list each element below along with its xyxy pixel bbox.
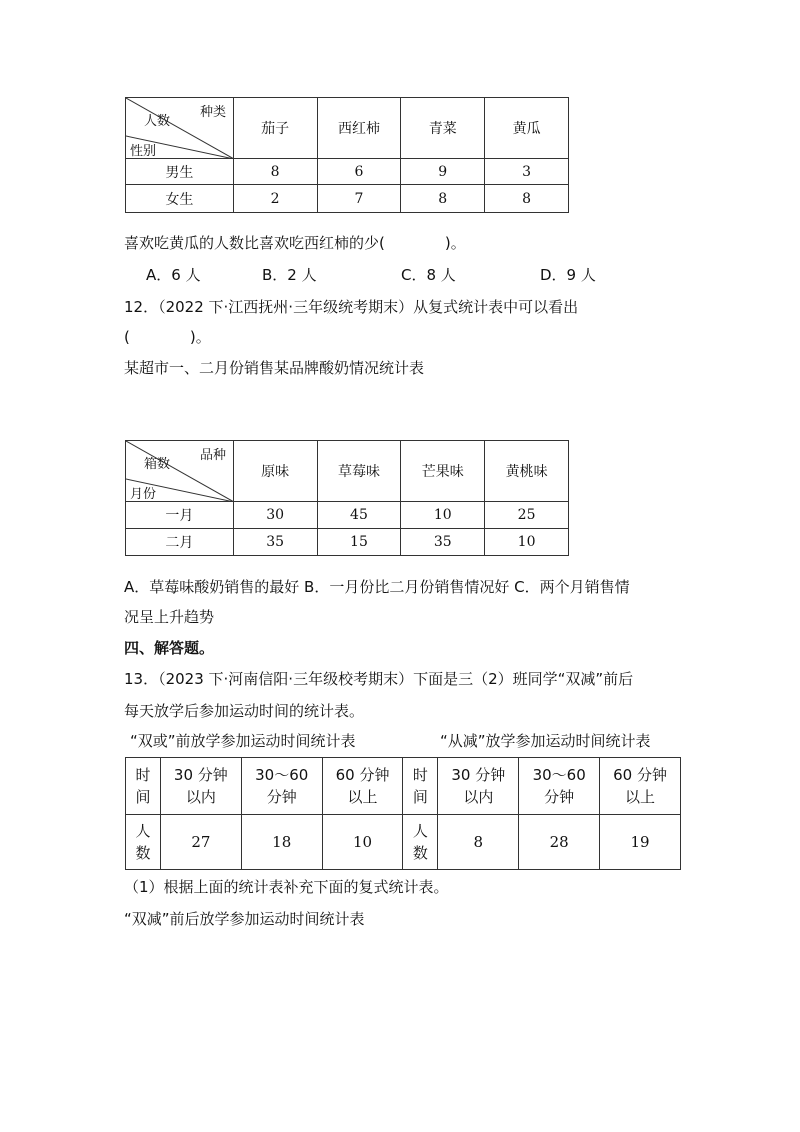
column-header: 青菜 <box>401 98 485 159</box>
column-header: 60 分钟 以上 <box>322 758 403 815</box>
cell-value: 8 <box>233 159 317 185</box>
cell-value: 25 <box>485 502 569 529</box>
row-label: 男生 <box>126 159 234 185</box>
option-c[interactable]: C．8 人 <box>401 266 456 284</box>
cell-value: 8 <box>401 185 485 213</box>
vegetable-preference-table <box>125 97 569 213</box>
cell-value: 6 <box>317 159 401 185</box>
table-row <box>126 502 569 529</box>
table-corner-cell <box>126 441 234 502</box>
section-title: 四、解答题。 <box>124 639 215 657</box>
q11-question: 喜欢吃黄瓜的人数比喜欢吃西红柿的少( )。 <box>124 234 466 252</box>
cell-value: 30 <box>233 502 317 529</box>
column-header: 30 分钟 以内 <box>160 758 241 815</box>
cell-value: 19 <box>600 815 681 870</box>
cell-value: 8 <box>485 185 569 213</box>
cell-value: 10 <box>322 815 403 870</box>
column-header: 30～60 分钟 <box>241 758 322 815</box>
right-table-title: “从减”放学参加运动时间统计表 <box>440 732 651 750</box>
column-header: 草莓味 <box>317 441 401 502</box>
cell-value: 27 <box>160 815 241 870</box>
row-label: 一月 <box>126 502 234 529</box>
table-corner-cell <box>126 98 234 159</box>
corner-label-bottom: 月份 <box>130 487 157 502</box>
cell-value: 2 <box>233 185 317 213</box>
column-header: 西红柿 <box>317 98 401 159</box>
count-header: 人 数 <box>403 815 438 870</box>
option-d[interactable]: D．9 人 <box>540 266 596 284</box>
option-a[interactable]: A．6 人 <box>146 266 201 284</box>
column-header: 60 分钟 以上 <box>600 758 681 815</box>
corner-label-middle: 箱数 <box>144 457 171 472</box>
cell-value: 8 <box>438 815 519 870</box>
count-header: 人 数 <box>126 815 161 870</box>
table-row <box>126 185 569 213</box>
q13-subquestion-1: （1）根据上面的统计表补充下面的复式统计表。 <box>124 878 449 896</box>
table-row <box>126 529 569 556</box>
cell-value: 28 <box>519 815 600 870</box>
row-label: 二月 <box>126 529 234 556</box>
table-row <box>126 815 681 870</box>
column-header: 黄桃味 <box>485 441 569 502</box>
option-b[interactable]: B．2 人 <box>262 266 317 284</box>
column-header: 30～60 分钟 <box>519 758 600 815</box>
corner-label-top: 品种 <box>200 448 227 463</box>
cell-value: 9 <box>401 159 485 185</box>
column-header: 芒果味 <box>401 441 485 502</box>
time-header: 时 间 <box>126 758 161 815</box>
column-header: 原味 <box>233 441 317 502</box>
combined-table-title: “双减”前后放学参加运动时间统计表 <box>124 910 365 928</box>
q12-table-title: 某超市一、二月份销售某品牌酸奶情况统计表 <box>124 359 425 377</box>
corner-label-bottom: 性别 <box>130 144 157 159</box>
exercise-time-tables <box>125 757 681 870</box>
cell-value: 35 <box>233 529 317 556</box>
table-row <box>126 159 569 185</box>
left-table-title: “双或”前放学参加运动时间统计表 <box>130 732 356 750</box>
column-header: 茄子 <box>233 98 317 159</box>
cell-value: 10 <box>485 529 569 556</box>
cell-value: 7 <box>317 185 401 213</box>
cell-value: 3 <box>485 159 569 185</box>
row-label: 女生 <box>126 185 234 213</box>
corner-label-top: 种类 <box>200 105 227 120</box>
corner-label-middle: 人数 <box>144 114 171 129</box>
q12-question-line1: 12．（2022 下·江西抚州·三年级统考期末）从复式统计表中可以看出 <box>124 298 579 316</box>
yogurt-sales-table <box>125 440 569 556</box>
q13-question-line2: 每天放学后参加运动时间的统计表。 <box>124 702 365 720</box>
cell-value: 15 <box>317 529 401 556</box>
column-header: 黄瓜 <box>485 98 569 159</box>
column-header: 30 分钟 以内 <box>438 758 519 815</box>
cell-value: 10 <box>401 502 485 529</box>
q12-question-line2: ( )。 <box>124 328 211 346</box>
cell-value: 35 <box>401 529 485 556</box>
q12-options-line2: 况呈上升趋势 <box>124 608 215 626</box>
q12-options-line1[interactable]: A．草莓味酸奶销售的最好 B．一月份比二月份销售情况好 C．两个月销售情 <box>124 578 630 596</box>
q13-question-line1: 13．（2023 下·河南信阳·三年级校考期末）下面是三（2）班同学“双减”前后 <box>124 670 634 688</box>
cell-value: 18 <box>241 815 322 870</box>
time-header: 时 间 <box>403 758 438 815</box>
cell-value: 45 <box>317 502 401 529</box>
